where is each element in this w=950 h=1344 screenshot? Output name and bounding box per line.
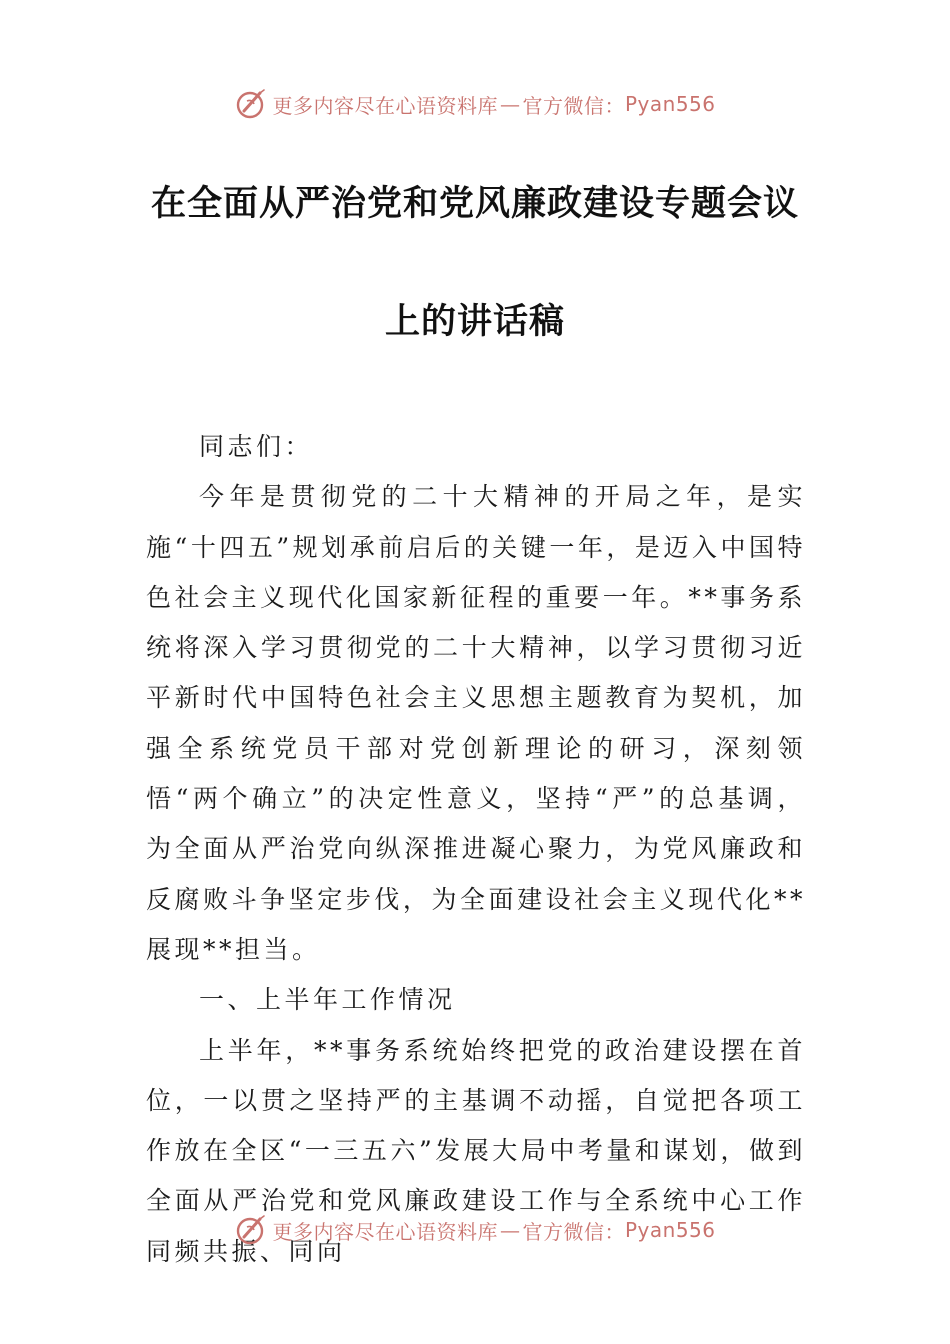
watermark-wechat-id: Pyan556: [624, 92, 716, 116]
watermark-header: [0, 84, 950, 124]
pen-logo-icon: [234, 1213, 268, 1247]
watermark-wechat-id: Pyan556: [624, 1218, 716, 1242]
watermark-separator: —: [499, 1218, 521, 1242]
paragraph: 上半年，**事务系统始终把党的政治建设摆在首位，一以贯之坚持严的主基调不动摇，自觉把各项工作放在全区“一三五六”发展大局中考量和谋划，做到全面从严治党和党风廉政建设工作与全系统中心工作同频共振、同向: [146, 1035, 806, 1266]
watermark-footer: [0, 1210, 950, 1250]
document-body: [146, 422, 806, 1277]
pen-logo-icon: [234, 87, 268, 121]
salutation: 同志们：: [199, 432, 314, 461]
paragraph: 今年是贯彻党的二十大精神的开局之年，是实施“十四五”规划承前启后的关键一年，是迈入中国特色社会主义现代化国家新征程的重要一年。**事务系统将深入学习贯彻党的二十大精神，以学习贯彻习近平新时代中国特色社会主义思想主题教育为契机，加强全系统党员干部对党创新理论的研习，深刻领悟“两个确立”的决定性意义，坚持“严”的总基调，为全面从严治党向纵深推进凝心聚力，为党风廉政和反腐败斗争坚定步伐，为全面建设社会主义现代化**展现**担当。: [146, 482, 806, 964]
watermark-suffix: 官方微信：: [522, 1219, 625, 1244]
watermark-suffix: 官方微信：: [522, 93, 625, 118]
watermark-text: 更多内容尽在心语资料库: [272, 1219, 498, 1244]
document-title-line-1: 在全面从严治党和党风廉政建设专题会议: [150, 184, 799, 224]
section-heading: 一、上半年工作情况: [199, 985, 456, 1015]
watermark-text: 更多内容尽在心语资料库: [272, 93, 498, 118]
watermark-separator: —: [499, 92, 521, 116]
document-title-line-2: 上的讲话稿: [384, 302, 565, 342]
